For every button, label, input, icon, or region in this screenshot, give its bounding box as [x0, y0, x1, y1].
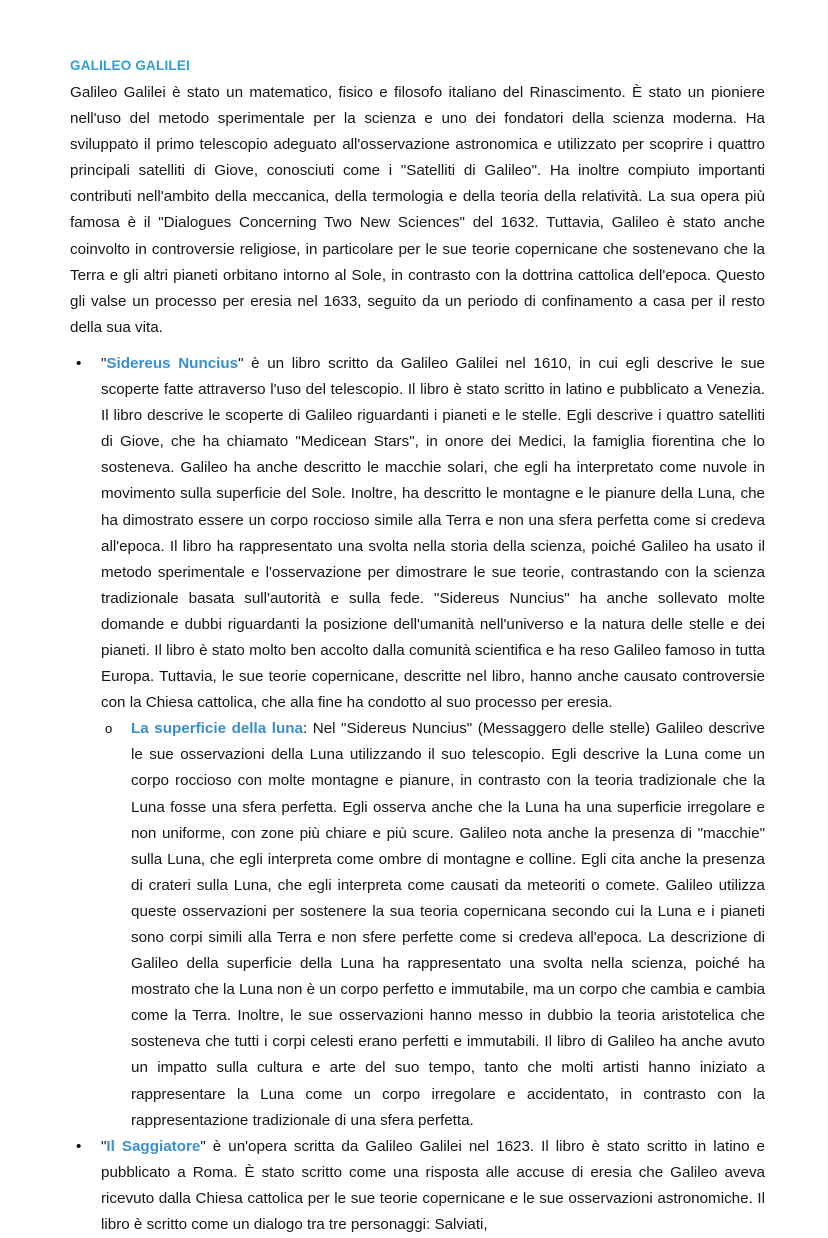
bullet-marker-icon: • [76, 1137, 82, 1155]
book-title-sidereus-nuncius: Sidereus Nuncius [106, 354, 239, 372]
quote-open: " [101, 1137, 107, 1155]
book-title-il-saggiatore: Il Saggiatore [106, 1137, 201, 1155]
sub-list-item-text [131, 716, 765, 1134]
primary-bullet-list [70, 351, 765, 1238]
quote-open: " [101, 354, 107, 372]
quote-close: " [238, 354, 244, 372]
bullet-marker-icon: • [76, 354, 82, 372]
sub-list-item-body: : Nel "Sidereus Nuncius" (Messaggero delle stelle) Galileo descrive le sue osservazioni della Luna utilizzando il suo telescopio. Egli descrive la Luna come un corpo roccioso con molte montagne e pianure, in contrasto con la teoria tradizionale che la Luna fosse una sfera perfetta. Egli osserva anche che la Luna ha una superficie irregolare e non uniforme, con zone più chiare e più scure. Galileo nota anche la presenza di "macchie" sulla Luna, che egli interpreta come ombre di montagne e colline. Egli cita anche la presenza di crateri sulla Luna, che egli interpreta come causati da meteoriti o comete. Galileo utilizza queste osservazioni per sostenere la sua teoria copernicana secondo cui la Luna e i pianeti sono corpi simili alla Terra e non sfere perfette come si credeva all'epoca. La descrizione di Galileo della superficie della Luna ha rappresentato una svolta nella scienza, poiché ha mostrato che la Luna non è un corpo perfetto e immutabile, ma un corpo che cambia e cambia come la Terra. Inoltre, le sue osservazioni hanno messo in dubbio la teoria aristotelica che sosteneva che tutti i corpi celesti erano perfetti e immutabili. Il libro di Galileo ha anche avuto un impatto sulla cultura e arte del suo tempo, tanto che molti artisti hanno iniziato a rappresentare la Luna come un corpo irregolare e accidentato, in contrasto con la rappresentazione tradizionale di una sfera perfetta. [131, 720, 766, 1129]
list-item [70, 351, 765, 1134]
list-item-text [101, 351, 765, 716]
secondary-bullet-list [101, 716, 765, 1134]
list-item-body: è un libro scritto da Galileo Galilei nel 1610, in cui egli descrive le sue scoperte fatte attraverso l'uso del telescopio. Il libro è stato scritto in latino e pubblicato a Venezia. Il libro descrive le scoperte di Galileo riguardanti i pianeti e le stelle. Egli descrive i quattro satelliti di Giove, che ha chiamato "Medicean Stars", in onore dei Medici, la famiglia fiorentina che lo sosteneva. Galileo ha anche descritto le macchie solari, che egli ha interpretato come nuvole in movimento sulla superficie del Sole. Inoltre, ha descritto le montagne e le pianure della Luna, che ha dimostrato essere un corpo roccioso simile alla Terra e non una sfera perfetta come si credeva all'epoca. Il libro ha rappresentato una svolta nella storia della scienza, poiché Galileo ha usato il metodo sperimentale e l'osservazione per dimostrare le sue teorie, contrastando con la scienza tradizionale basata sull'autorità e sulla fede. "Sidereus Nuncius" ha anche sollevato molte domande e dubbi riguardanti la posizione dell'umanità nell'universo e la natura delle stelle e dei pianeti. Il libro è stato molto ben accolto dalla comunità scientifica e ha reso Galileo famoso in tutta Europa. Tuttavia, le sue teorie copernicane, descritte nel libro, hanno anche causato controversie con la Chiesa cattolica, che alla fine ha condotto al suo processo per eresia. [101, 354, 765, 712]
circle-bullet-marker-icon: o [105, 721, 113, 737]
list-item-text [101, 1134, 765, 1238]
subsection-title-superficie-della-luna: La superficie della luna [131, 720, 303, 738]
intro-paragraph: Galileo Galilei è stato un matematico, fisico e filosofo italiano del Rinascimento. È stato un pioniere nell'uso del metodo sperimentale per la scienza e uno dei fondatori della scienza moderna. Ha sviluppato il primo telescopio adeguato all'osservazione astronomica e utilizzato per scoprire i quattro principali satelliti di Giove, conosciuti come i "Satelliti di Galileo". Ha inoltre compiuto importanti contributi nell'ambito della meccanica, della termologia e della teoria della relatività. La sua opera più famosa è il "Dialogues Concerning Two New Sciences" del 1632. Tuttavia, Galileo è stato anche coinvolto in controversie religiose, in particolare per le sue teorie copernicane che sostenevano che la Terra e gli altri pianeti orbitano intorno al Sole, in contrasto con la dottrina cattolica dell'epoca. Questo gli valse un processo per eresia nel 1633, seguito da un periodo di confinamento a casa per il resto della sua vita. [70, 84, 765, 336]
sub-list-item [101, 716, 765, 1134]
quote-close: " [200, 1137, 206, 1155]
list-item [70, 1134, 765, 1238]
page-title: GALILEO GALILEI [70, 58, 190, 73]
list-item-body: è un'opera scritta da Galileo Galilei nel 1623. Il libro è stato scritto in latino e pubblicato a Roma. È stato scritto come una risposta alle accuse di eresia che Galileo aveva ricevuto dalla Chiesa cattolica per le sue teorie copernicane e le sue osservazioni astronomiche. Il libro è scritto come un dialogo tra tre personaggi: Salviati, [101, 1137, 765, 1234]
